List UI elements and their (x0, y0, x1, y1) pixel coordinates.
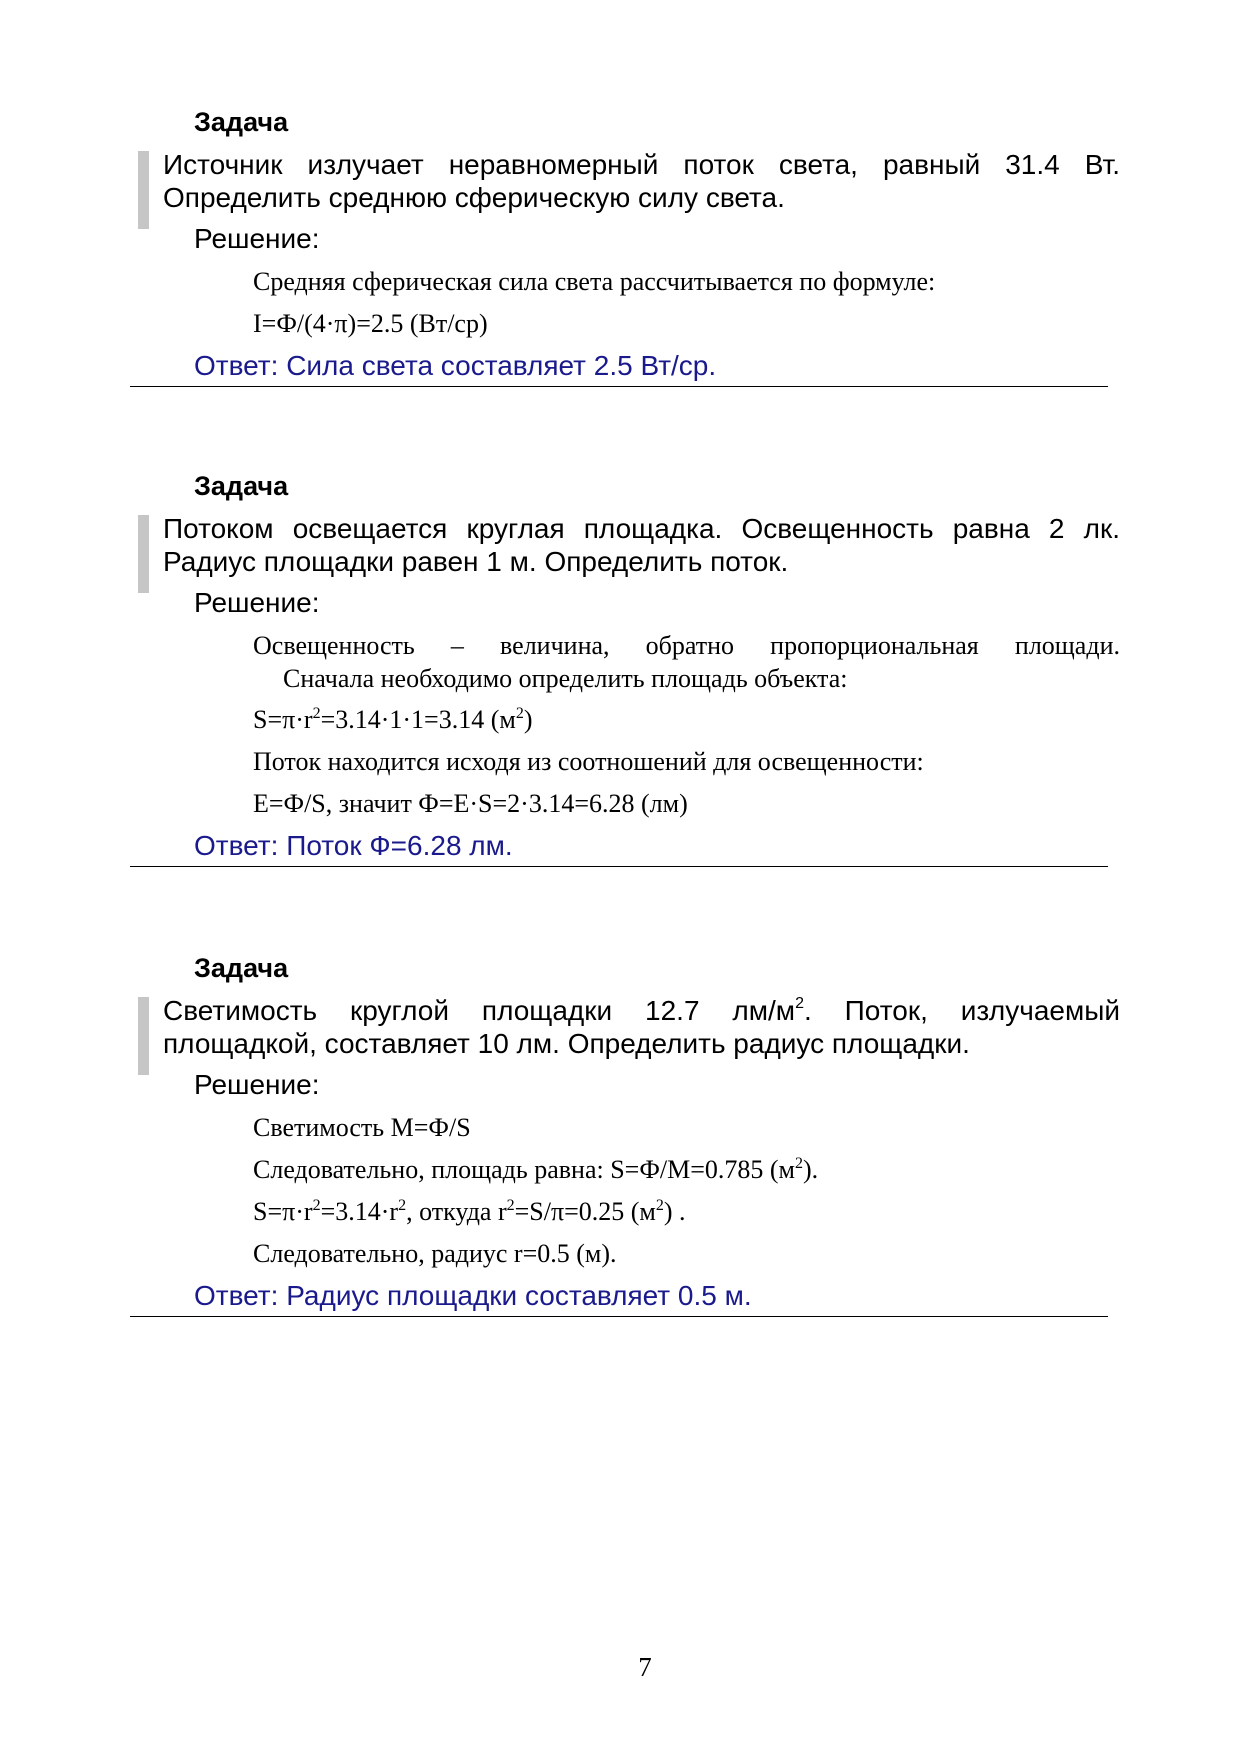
formula-part: Следовательно, площадь равна: S=Ф/M=0.785 (м (253, 1155, 796, 1184)
solution-steps (253, 1107, 1120, 1275)
solution-step-formula (253, 1149, 1120, 1191)
condition-text: Светимость круглой площадки 12.7 лм/м (163, 995, 796, 1026)
task-condition (130, 512, 1120, 578)
task-title: Задача (194, 471, 289, 501)
divider (130, 866, 1108, 867)
divider (130, 386, 1108, 387)
solution-step-formula (253, 1191, 1120, 1233)
superscript: 2 (312, 705, 321, 722)
superscript: 2 (795, 995, 804, 1012)
solution-label: Решение: (194, 587, 320, 618)
formula-part: S=π·r (253, 705, 313, 734)
formula-part: ) . (663, 1197, 686, 1226)
solution-step: Следовательно, радиус r=0.5 (м). (253, 1239, 617, 1268)
task-3 (130, 952, 1120, 1317)
task-2 (130, 470, 1120, 867)
solution-step-formula (253, 699, 1120, 741)
solution-step: Поток находится исходя из соотношений для освещенности: (253, 747, 924, 776)
solution-steps (253, 261, 1120, 345)
condition-text: Источник излучает неравномерный поток света, равный 31.4 Вт. Определить среднюю сферическую силу света. (163, 149, 1120, 213)
solution-steps (253, 625, 1120, 825)
superscript: 2 (506, 1197, 515, 1214)
solution-label: Решение: (194, 223, 320, 254)
formula-part: =S/π=0.25 (м (514, 1197, 656, 1226)
divider (130, 1316, 1108, 1317)
task-answer: Ответ: Радиус площадки составляет 0.5 м. (194, 1280, 752, 1311)
formula-part: ) (523, 705, 533, 734)
formula-part: =3.14·r (320, 1197, 399, 1226)
formula-part: ). (803, 1155, 819, 1184)
superscript: 2 (312, 1197, 321, 1214)
solution-step: Сначала необходимо определить площадь объекта: (283, 664, 848, 693)
solution-step: E=Ф/S, значит Ф=E·S=2·3.14=6.28 (лм) (253, 789, 688, 818)
condition-bar (138, 151, 149, 229)
superscript: 2 (398, 1197, 407, 1214)
task-answer: Ответ: Сила света составляет 2.5 Вт/ср. (194, 350, 717, 381)
task-condition (130, 148, 1120, 214)
page-number: 7 (638, 1652, 652, 1682)
condition-bar (138, 997, 149, 1075)
superscript: 2 (795, 1155, 804, 1172)
task-answer: Ответ: Поток Ф=6.28 лм. (194, 830, 513, 861)
superscript: 2 (655, 1197, 664, 1214)
solution-step: Средняя сферическая сила света рассчитывается по формуле: (253, 267, 936, 296)
condition-text: Потоком освещается круглая площадка. Освещенность равна 2 лк. Радиус площадки равен 1 м. Определить поток. (163, 513, 1120, 577)
superscript: 2 (515, 705, 524, 722)
formula-part: S=π·r (253, 1197, 313, 1226)
solution-step: I=Ф/(4·π)=2.5 (Вт/ср) (253, 309, 488, 338)
condition-text: . Поток, излучаемый площадкой, составляет 10 лм. Определить радиус площадки. (163, 995, 1120, 1059)
task-title: Задача (194, 953, 289, 983)
task-condition (130, 994, 1120, 1060)
task-1 (130, 106, 1120, 387)
formula-part: , откуда r (406, 1197, 507, 1226)
solution-label: Решение: (194, 1069, 320, 1100)
solution-step: Освещенность – величина, обратно пропорциональная площади. (253, 631, 1120, 660)
solution-step: Светимость M=Ф/S (253, 1113, 471, 1142)
condition-bar (138, 515, 149, 593)
task-title: Задача (194, 107, 289, 137)
formula-part: =3.14·1·1=3.14 (м (320, 705, 516, 734)
